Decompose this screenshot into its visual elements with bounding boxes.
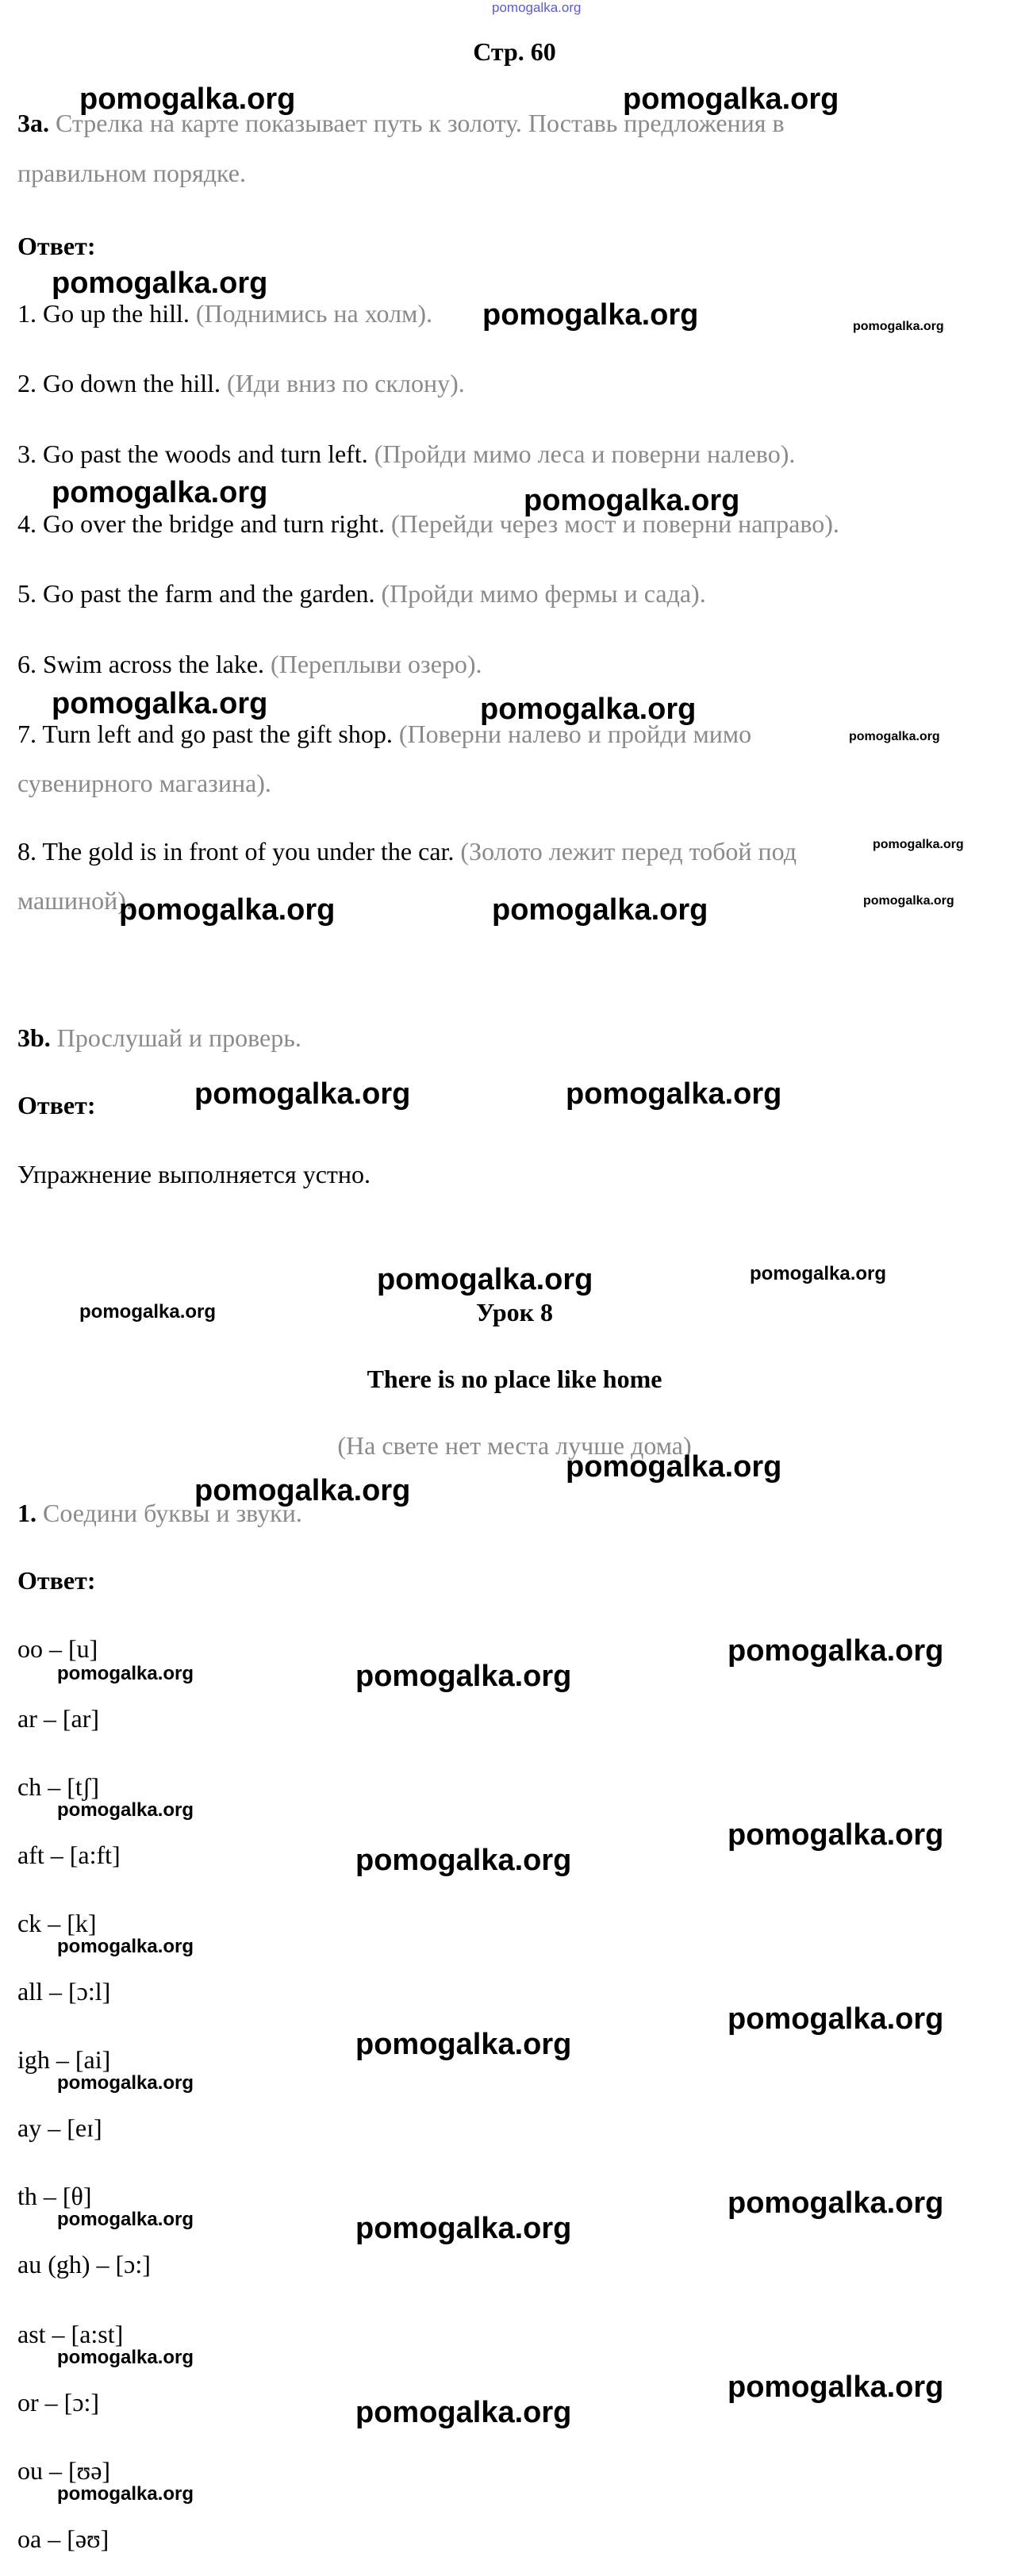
watermark: pomogalka.org [728, 1818, 944, 1852]
sound-pair: ck – [k] [17, 1909, 97, 1937]
item-english: 4. Go over the bridge and turn right. [17, 509, 385, 538]
watermark: pomogalka.org [355, 1844, 572, 1877]
watermark: pomogalka.org [728, 1634, 944, 1668]
sound-pair: aft – [a:ft] [17, 1841, 121, 1869]
watermark: pomogalka.org [492, 893, 708, 927]
item-english: 6. Swim across the lake. [17, 650, 265, 678]
item-translation-cont: машиной). [17, 886, 132, 915]
item-english: 7. Turn left and go past the gift shop. [17, 720, 393, 748]
list-item [17, 648, 482, 680]
watermark: pomogalka.org [194, 1077, 411, 1111]
watermark: pomogalka.org [57, 2347, 194, 2368]
watermark: pomogalka.org [79, 1301, 217, 1323]
exercise-1-label: 1. [17, 1499, 36, 1527]
sound-pair: th – [θ] [17, 2182, 92, 2210]
watermark: pomogalka.org [57, 2209, 194, 2230]
sound-pair: ay – [eɪ] [17, 2113, 102, 2142]
sound-pair: all – [ɔ:l] [17, 1977, 111, 2006]
watermark: pomogalka.org [355, 2028, 572, 2061]
exercise-3b-label: 3b. [17, 1023, 51, 1052]
sound-pair: ar – [ar] [17, 1704, 100, 1733]
watermark: pomogalka.org [355, 2396, 572, 2429]
watermark: pomogalka.org [524, 484, 740, 517]
item-translation: (Пройди мимо фермы и сада). [381, 579, 706, 608]
item-translation: (Поверни налево и пройди мимо [398, 720, 752, 748]
item-english: 3. Go past the woods and turn left. [17, 440, 368, 468]
watermark: pomogalka.org [57, 1936, 194, 1957]
sound-pair: ch – [tʃ] [17, 1772, 100, 1801]
watermark: pomogalka.org [728, 2371, 944, 2404]
watermark: pomogalka.org [194, 1474, 411, 1507]
sound-pair: oo – [u] [17, 1634, 98, 1663]
watermark: pomogalka.org [482, 298, 699, 332]
item-english: 1. Go up the hill. [17, 299, 190, 328]
watermark: pomogalka.org [566, 1077, 782, 1111]
watermark: pomogalka.org [480, 693, 697, 726]
list-item [17, 298, 432, 329]
sound-pair: igh – [ai] [17, 2045, 111, 2074]
answer-label: Ответ: [17, 1091, 96, 1119]
item-english: 8. The gold is in front of you under the car. [17, 837, 455, 866]
watermark: pomogalka.org [52, 267, 268, 300]
watermark: pomogalka.org [750, 1263, 887, 1284]
watermark: pomogalka.org [79, 83, 296, 116]
watermark: pomogalka.org [57, 2072, 194, 2094]
item-english: 2. Go down the hill. [17, 369, 221, 397]
item-english: 5. Go past the farm and the garden. [17, 579, 375, 608]
sound-pair: or – [ɔ:] [17, 2388, 100, 2417]
top-site-link[interactable]: pomogalka.org [492, 0, 582, 15]
watermark: pomogalka.org [57, 1799, 194, 1821]
watermark: pomogalka.org [863, 894, 954, 908]
item-translation: (Пройди мимо леса и поверни налево). [374, 440, 796, 468]
item-translation: (Поднимись на холм). [195, 299, 432, 328]
exercise-3b-task [17, 1022, 301, 1054]
watermark: pomogalka.org [566, 1450, 782, 1484]
watermark: pomogalka.org [52, 687, 268, 720]
list-item [17, 835, 797, 867]
list-item [17, 578, 706, 609]
item-translation: (Переплыви озеро). [271, 650, 482, 678]
exercise-3b-text: Прослушай и проверь. [56, 1023, 301, 1052]
watermark: pomogalka.org [728, 2002, 944, 2036]
watermark: pomogalka.org [119, 893, 336, 927]
exercise-3b-answer: Упражнение выполняется устно. [17, 1160, 371, 1188]
watermark: pomogalka.org [52, 476, 268, 509]
lesson-subtitle: There is no place like home [367, 1365, 662, 1393]
answer-label: Ответ: [17, 1566, 96, 1595]
lesson-translation: (На свете нет места лучше дома) [337, 1431, 692, 1460]
watermark: pomogalka.org [57, 1663, 194, 1684]
exercise-3a-text: Стрелка на карте показывает путь к золоту. Поставь предложения в [56, 109, 785, 137]
item-translation: (Перейди через мост и поверни направо). [391, 509, 839, 538]
sound-pair: ast – [a:st] [17, 2320, 124, 2348]
item-translation-cont: сувенирного магазина). [17, 769, 271, 797]
watermark: pomogalka.org [873, 838, 964, 851]
exercise-3a-text-cont: правильном порядке. [17, 159, 246, 187]
sound-pair: ou – [ʊə] [17, 2456, 111, 2485]
page-number: Стр. 60 [473, 37, 556, 66]
list-item [17, 438, 795, 470]
watermark: pomogalka.org [57, 2483, 194, 2505]
watermark: pomogalka.org [728, 2186, 944, 2220]
watermark: pomogalka.org [355, 2212, 572, 2245]
watermark: pomogalka.org [853, 320, 944, 333]
list-item [17, 367, 465, 399]
sound-pair: au (gh) – [ɔ:] [17, 2250, 151, 2278]
exercise-1-text: Соедини буквы и звуки. [43, 1499, 302, 1527]
item-translation: (Золото лежит перед тобой под [460, 837, 797, 866]
lesson-title: Урок 8 [475, 1298, 554, 1326]
exercise-3a-label: 3a. [17, 109, 49, 137]
sound-pair: oa – [əʊ] [17, 2524, 109, 2553]
watermark: pomogalka.org [355, 1660, 572, 1693]
answer-label: Ответ: [17, 232, 96, 260]
watermark: pomogalka.org [849, 730, 940, 743]
watermark: pomogalka.org [377, 1263, 593, 1296]
item-translation: (Иди вниз по склону). [226, 369, 465, 397]
watermark: pomogalka.org [623, 83, 839, 116]
